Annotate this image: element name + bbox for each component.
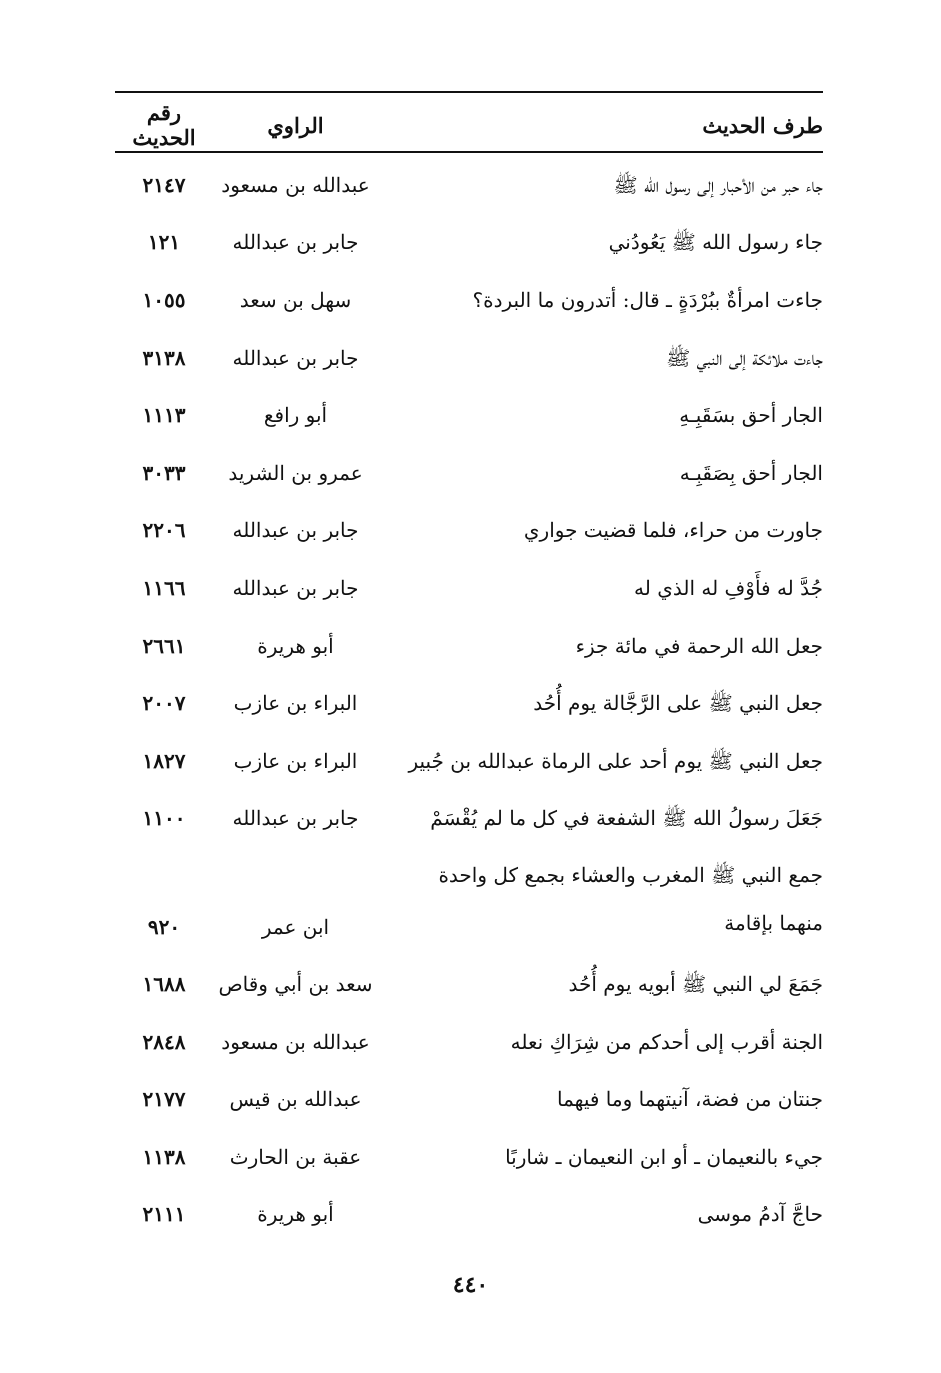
narrator-name: أبو هريرة <box>257 1202 334 1227</box>
hadith-number: ٣٠٣٣ <box>142 460 186 485</box>
table-row <box>115 1070 823 1128</box>
narrator-name: ابن عمر <box>261 915 330 940</box>
hadith-text: جاء حبر من الأحبار إلى رسول الله ﷺ <box>613 172 823 197</box>
header-bottom-rule <box>115 151 823 153</box>
hadith-number: ١٠٥٥ <box>142 287 186 312</box>
header-top-rule <box>115 91 823 93</box>
table-row <box>115 674 823 732</box>
hadith-number: ٩٢٠ <box>147 915 181 940</box>
table-row <box>115 617 823 675</box>
hadith-number: ٣١٣٨ <box>142 345 186 370</box>
hadith-text: جيء بالنعيمان ـ أو ابن النعيمان ـ شاربًا <box>505 1144 823 1169</box>
table-row <box>115 790 823 848</box>
hadith-number: ١١٦٦ <box>142 575 186 600</box>
hadith-column-header: طرف الحديث <box>702 112 823 138</box>
table-header <box>115 100 823 150</box>
table-row <box>115 156 823 214</box>
hadith-text: جعل الله الرحمة في مائة جزء <box>575 633 823 658</box>
hadith-number: ٢١٧٧ <box>142 1087 186 1112</box>
hadith-text: جاءت امرأةٌ ببُرْدَةٍ ـ قال: أتدرون ما البردة؟ <box>472 287 823 312</box>
hadith-number: ٢١٤٧ <box>142 172 186 197</box>
hadith-number: ١٨٢٧ <box>142 748 186 773</box>
table-row <box>115 386 823 444</box>
hadith-text: جاءت ملائكة إلى النبي ﷺ <box>666 345 823 370</box>
table-row <box>115 1186 823 1244</box>
narrator-name: أبو رافع <box>263 403 328 428</box>
hadith-text: جَعَلَ رسولُ الله ﷺ الشفعة في كل ما لم يُقْسَمْ <box>430 806 823 831</box>
table-row <box>115 847 823 955</box>
hadith-index-table <box>115 156 823 1243</box>
table-row <box>115 214 823 272</box>
narrator-name: جابر بن عبدالله <box>232 575 359 600</box>
table-row <box>115 955 823 1013</box>
narrator-name: أبو هريرة <box>257 633 334 658</box>
hadith-number: ٢٨٤٨ <box>142 1029 186 1054</box>
narrator-name: عقبة بن الحارث <box>229 1144 362 1169</box>
hadith-text: جُدَّ له فأَوْفِ له الذي له <box>634 575 823 600</box>
table-row <box>115 329 823 387</box>
table-row <box>115 559 823 617</box>
narrator-name: جابر بن عبدالله <box>232 345 359 370</box>
narrator-name: البراء بن عازب <box>233 748 358 773</box>
narrator-name: البراء بن عازب <box>233 691 358 716</box>
narrator-name: جابر بن عبدالله <box>232 230 359 255</box>
narrator-name: جابر بن عبدالله <box>232 806 359 831</box>
hadith-number: ٢٦٦١ <box>142 633 186 658</box>
narrator-name: جابر بن عبدالله <box>232 518 359 543</box>
hadith-text: الجار أحق بسَقَبِـهِ <box>679 403 823 428</box>
hadith-text: جاورت من حراء، فلما قضيت جواري <box>523 518 823 543</box>
number-column-header: رقم الحديث <box>132 100 196 150</box>
hadith-number: ٢٠٠٧ <box>142 691 186 716</box>
narrator-name: سعد بن أبي وقاص <box>218 971 373 996</box>
hadith-number: ١٦٨٨ <box>142 971 186 996</box>
page-number: ٤٤٠ <box>452 1272 489 1298</box>
hadith-text: جَمَعَ لي النبي ﷺ أبويه يوم أُحُد <box>568 971 823 996</box>
table-row <box>115 1128 823 1186</box>
table-row <box>115 502 823 560</box>
hadith-text: جاء رسول الله ﷺ يَعُودُني <box>608 230 823 255</box>
table-row <box>115 271 823 329</box>
table-row <box>115 444 823 502</box>
table-row <box>115 732 823 790</box>
narrator-name: عبدالله بن مسعود <box>221 172 370 197</box>
hadith-text-line: جمع النبي ﷺ المغرب والعشاء بجمع كل واحدة <box>438 863 823 888</box>
narrator-name: عبدالله بن مسعود <box>221 1029 370 1054</box>
hadith-number: ١١٠٠ <box>142 806 186 831</box>
hadith-text: الجنة أقرب إلى أحدكم من شِرَاكِ نعله <box>510 1029 823 1054</box>
table-row <box>115 1013 823 1071</box>
hadith-number: ١٢١ <box>147 230 181 255</box>
narrator-name: عمرو بن الشريد <box>228 460 363 485</box>
hadith-number: ١١١٣ <box>142 403 186 428</box>
narrator-column-header: الراوي <box>267 112 324 138</box>
narrator-name: سهل بن سعد <box>239 287 352 312</box>
hadith-text-line: منهما بإقامة <box>724 911 823 936</box>
hadith-text: حاجَّ آدمُ موسى <box>697 1202 823 1227</box>
hadith-text: جعل النبي ﷺ يوم أحد على الرماة عبدالله بن جُبير <box>408 748 823 773</box>
hadith-text: جعل النبي ﷺ على الرَّجَّالة يوم أُحُد <box>533 691 823 716</box>
hadith-number: ٢٢٠٦ <box>142 518 186 543</box>
hadith-number: ١١٣٨ <box>142 1144 186 1169</box>
narrator-name: عبدالله بن قيس <box>229 1087 362 1112</box>
hadith-number: ٢١١١ <box>142 1202 186 1227</box>
hadith-text: الجار أحق بِصَقَبِـه <box>679 460 823 485</box>
hadith-text: جنتان من فضة، آنيتهما وما فيهما <box>556 1087 823 1112</box>
hadith-text <box>378 851 823 947</box>
